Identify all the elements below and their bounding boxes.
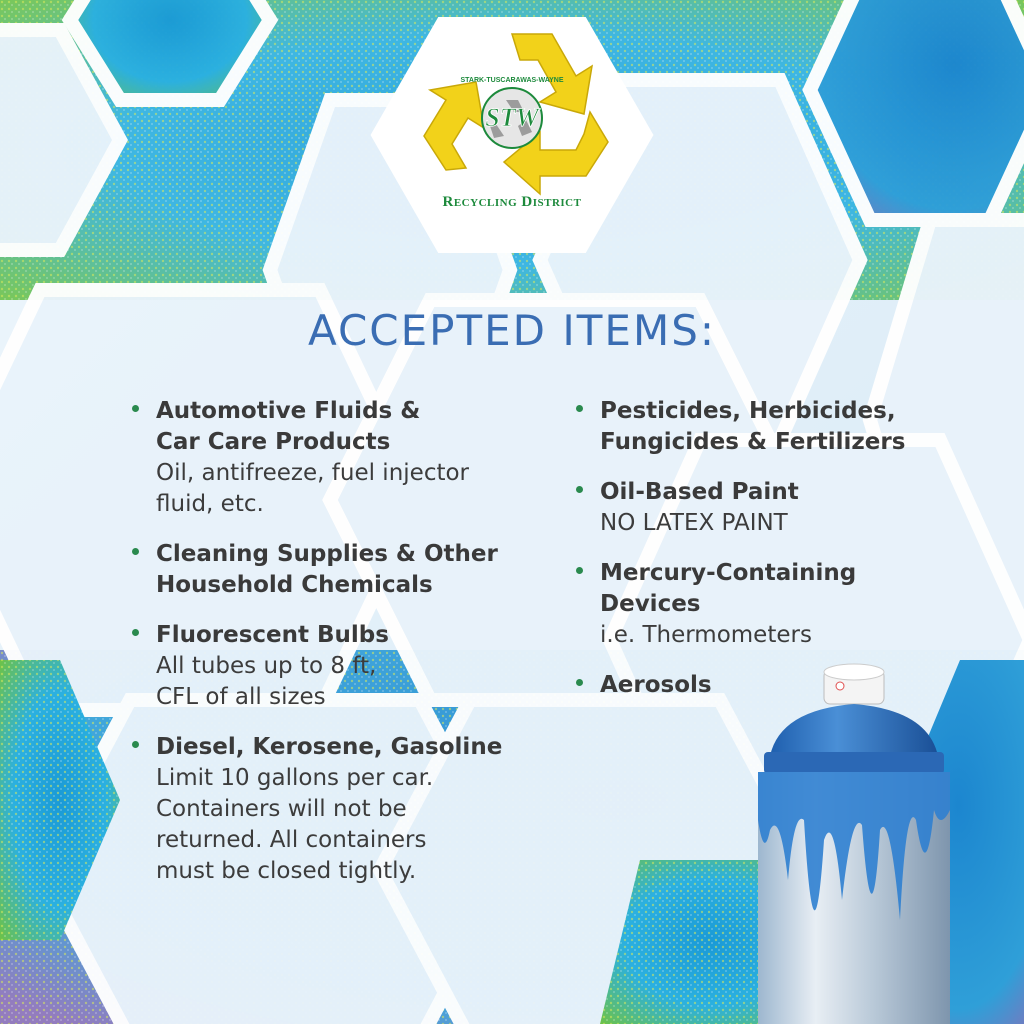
- list-item: [572, 477, 1012, 539]
- item-heading: Aerosols: [600, 672, 712, 698]
- item-description: Oil, antifreeze, fuel injector fluid, etc.: [156, 460, 470, 517]
- spray-can-image: [730, 660, 1010, 1024]
- bullet-icon: [132, 629, 139, 636]
- item-description: Limit 10 gallons per car. Containers will not be returned. All containers must be closed tightly.: [156, 765, 434, 884]
- item-heading: Diesel, Kerosene, Gasoline: [156, 734, 503, 760]
- list-item: [572, 558, 1012, 651]
- logo-monogram: STW: [485, 103, 539, 132]
- recycling-arrows-icon: [380, 22, 644, 202]
- item-heading: Oil-Based Paint: [600, 479, 799, 505]
- bullet-icon: [132, 405, 139, 412]
- list-item: [572, 396, 1012, 458]
- item-heading: Automotive Fluids & Car Care Products: [156, 398, 421, 455]
- list-item: [128, 396, 548, 520]
- bullet-icon: [576, 679, 583, 686]
- bullet-icon: [132, 548, 139, 555]
- list-item: [128, 539, 548, 601]
- item-heading: Pesticides, Herbicides, Fungicides & Fertilizers: [600, 398, 906, 455]
- bullet-icon: [576, 486, 583, 493]
- recycling-district-logo: [380, 22, 644, 250]
- page-title: ACCEPTED ITEMS:: [307, 306, 717, 355]
- item-description: NO LATEX PAINT: [600, 510, 788, 536]
- accepted-items-left-column: [128, 396, 548, 906]
- list-item: [128, 620, 548, 713]
- item-description: i.e. Thermometers: [600, 622, 812, 648]
- logo-caption: Recycling District: [442, 194, 582, 210]
- logo-arc-text: STARK-TUSCARAWAS-WAYNE: [460, 77, 564, 84]
- list-item: [128, 732, 548, 887]
- item-description: All tubes up to 8 ft, CFL of all sizes: [156, 653, 377, 710]
- item-heading: Cleaning Supplies & Other Household Chemicals: [156, 541, 498, 598]
- bullet-icon: [576, 567, 583, 574]
- bullet-icon: [132, 741, 139, 748]
- item-heading: Mercury-Containing Devices: [600, 560, 857, 617]
- bullet-icon: [576, 405, 583, 412]
- item-heading: Fluorescent Bulbs: [156, 622, 389, 648]
